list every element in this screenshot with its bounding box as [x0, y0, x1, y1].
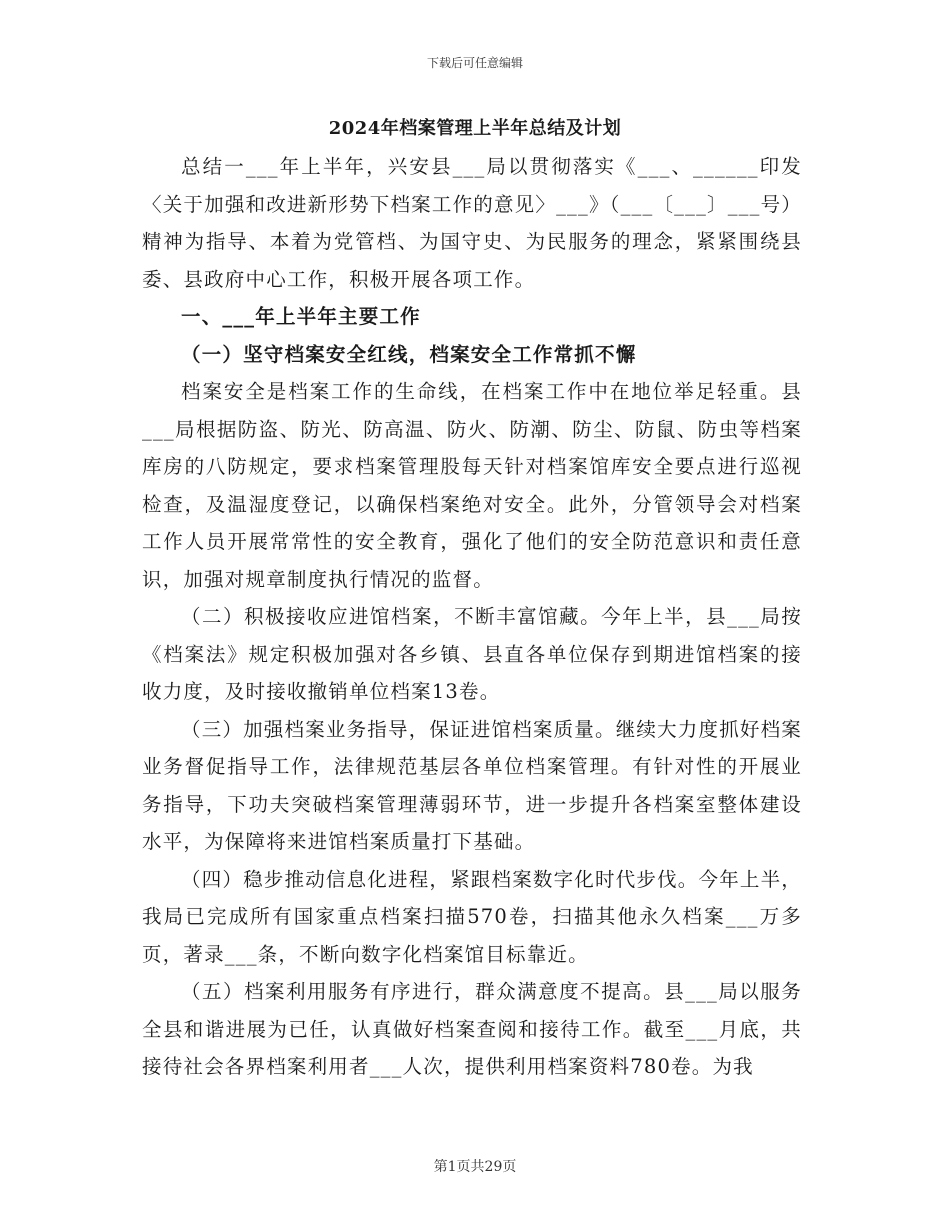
subsection-heading: （一）坚守档案安全红线，档案安全工作常抓不懈	[181, 342, 637, 366]
paragraph-digitization: （四）稳步推动信息化进程，紧跟档案数字化时代步伐。今年上半，我局已完成所有国家重点档案扫描570卷，扫描其他永久档案___万多页，著录___条，不断向数字化档案馆目标靠近。	[142, 867, 803, 966]
paragraph-intro: 总结一___年上半年，兴安县___局以贯彻落实《___、______印发〈关于加强和改进新形势下档案工作的意见〉___》（___〔___〕___号）精神为指导、本着为党管档、为国守史、为民服务的理念，紧紧围绕县委、县政府中心工作，积极开展各项工作。	[142, 155, 802, 291]
paragraph-service: （五）档案利用服务有序进行，群众满意度不提高。县___局以服务全县和谐进展为已任，认真做好档案查阅和接待工作。截至___月底，共接待社会各界档案利用者___人次，提供利用档案资料780卷。为我	[142, 980, 802, 1078]
document-body	[142, 148, 802, 1086]
page-header-note: 下载后可任意编辑	[426, 56, 523, 70]
paragraph-guidance: （三）加强档案业务指导，保证进馆档案质量。继续大力度抓好档案业务督促指导工作，法律规范基层各单位档案管理。有针对性的开展业务指导，下功夫突破档案管理薄弱环节，进一步提升各档案室整体建设水平，为保障将来进馆档案质量打下基础。	[142, 717, 803, 853]
section-heading: 一、___年上半年主要工作	[181, 305, 421, 328]
paragraph-security: 档案安全是档案工作的生命线，在档案工作中在地位举足轻重。县___局根据防盗、防光、防高温、防火、防潮、防尘、防鼠、防虫等档案库房的八防规定，要求档案管理股每天针对档案馆库安全要点进行巡视检查，及温湿度登记，以确保档案绝对安全。此外，分管领导会对档案工作人员开展常常性的安全教育，强化了他们的安全防范意识和责任意识，加强对规章制度执行情况的监督。	[142, 380, 802, 591]
page-number: 第1页共29页	[433, 1159, 517, 1175]
paragraph-collection: （二）积极接收应进馆档案，不断丰富馆藏。今年上半，县___局按《档案法》规定积极加强对各乡镇、县直各单位保存到期进馆档案的接收力度，及时接收撤销单位档案13卷。	[142, 605, 802, 703]
document-title: 2024年档案管理上半年总结及计划	[328, 118, 622, 139]
